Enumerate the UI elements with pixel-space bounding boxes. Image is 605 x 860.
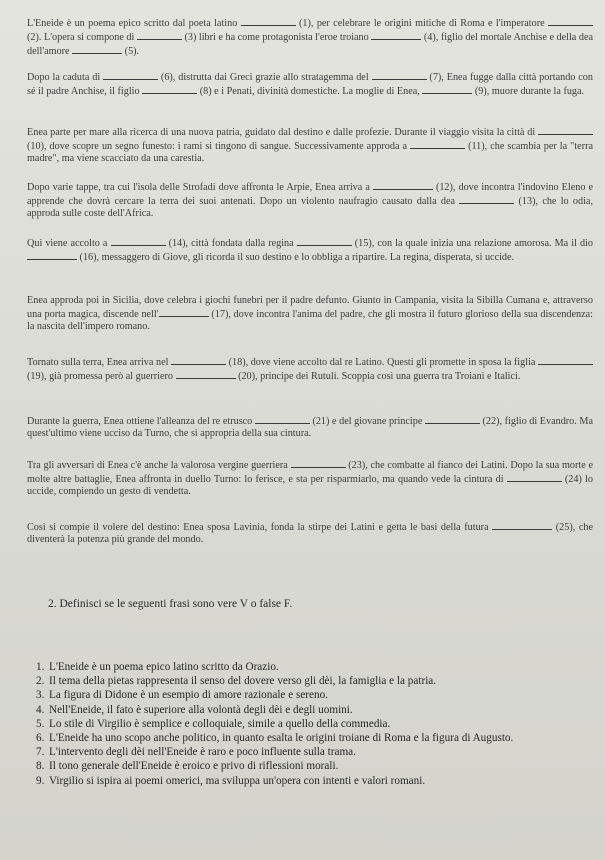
text-segment: Qui viene accolto a [27, 238, 111, 249]
list-item [36, 731, 596, 745]
text-segment: (17), dove incontra l'anima del padre, che gli mostra il futuro glorioso della sua discendenza: la nascita dell'impero romano. [27, 308, 593, 332]
answer-blank-21[interactable] [255, 414, 310, 424]
answer-blank-25[interactable] [492, 520, 552, 530]
text-segment: (2). L'opera si compone di [27, 31, 137, 43]
list-item [36, 745, 596, 759]
text-segment: (24) lo uccide, compiendo un gesto di vendetta. [27, 473, 593, 497]
paragraph-8 [27, 414, 593, 440]
answer-blank-2[interactable] [548, 16, 593, 26]
item-number: 4. [36, 703, 45, 716]
text-segment: (11), che scambia per la "terra madre", ma viene scacciato da una carestia. [27, 140, 593, 164]
item-number: 2. [36, 675, 45, 688]
text-segment: (22), figlio di Evandro. Ma quest'ultimo viene ucciso da Turno, che si appropria della sua cintura. [27, 416, 593, 439]
answer-blank-7[interactable] [372, 70, 427, 80]
list-item [36, 717, 596, 731]
list-item [36, 703, 596, 717]
paragraph-10 [27, 520, 593, 546]
text-segment: (12), dove incontra l'indovino Eleno e apprende che dovrà cercare la terra dei suoi antenati. Dopo un violento naufragio causato dalla dea [27, 182, 593, 207]
text-segment: (23), che combatte al fianco dei Latini. Dopo la sua morte e molte altre battaglie, Enea affronta in duello Turno: lo ferisce, e sta per risparmiarlo, ma quando vede la cintura di [27, 460, 593, 485]
paragraph-6 [27, 295, 593, 332]
text-segment: (18), dove viene accolto dal re Latino. Questi gli promette in sposa la figlia [226, 357, 538, 368]
text-segment: Enea approda poi in Sicilia, dove celebra i giochi funebri per il padre defunto. Giunto in Campania, visita la Sibilla Cumana e, attraverso una porta magica, discende nell' [27, 295, 593, 320]
text-segment: Dopo varie tappe, tra cui l'isola delle Strofadi dove affronta le Arpie, Enea arriva a [27, 182, 373, 193]
list-item [36, 674, 596, 688]
true-false-list [36, 660, 596, 788]
list-item [36, 688, 596, 702]
answer-blank-10[interactable] [538, 125, 593, 135]
list-item [36, 759, 596, 773]
text-segment: Durante la guerra, Enea ottiene l'alleanza del re etrusco [27, 416, 255, 427]
item-text: L'Eneide è un poema epico latino scritto da Orazio. [49, 661, 279, 673]
answer-blank-20[interactable] [176, 369, 236, 379]
text-segment: (19), già promessa però al guerriero [27, 370, 176, 382]
item-number: 3. [36, 689, 45, 702]
text-segment: Enea parte per mare alla ricerca di una nuova patria, guidato dal destino e dalle profezie. Durante il viaggio visita la città di [27, 127, 538, 138]
item-text: Il tono generale dell'Eneide è eroico e privo di riflessioni morali. [49, 760, 339, 773]
item-number: 5. [36, 717, 45, 730]
paragraph-4 [27, 180, 593, 219]
paragraph-7 [27, 355, 593, 383]
text-segment: (3) libri e ha come protagonista l'eroe troiano [181, 31, 372, 43]
text-segment: (25), che diventerà la potenza più grande del mondo. [27, 522, 593, 545]
answer-blank-19[interactable] [538, 355, 593, 365]
item-text: Lo stile di Virgilio è semplice e colloquiale, simile a quello della commedia. [49, 717, 391, 730]
answer-blank-14[interactable] [111, 236, 166, 246]
text-segment: (20), principe dei Rutuli. Scoppia così una guerra tra Troiani e Italici. [235, 370, 521, 382]
item-number: 6. [36, 732, 45, 745]
paragraph-5 [27, 236, 593, 264]
paragraph-1 [27, 16, 593, 57]
text-segment: (8) e i Penati, divinità domestiche. La moglie di Enea, [197, 85, 423, 97]
answer-blank-1[interactable] [241, 16, 296, 26]
item-text: Nell'Eneide, il fato è superiore alla volontà degli dèi e degli uomini. [49, 703, 353, 716]
text-segment: (5). [122, 45, 140, 57]
list-item [36, 660, 596, 674]
item-number: 7. [36, 746, 45, 759]
answer-blank-13[interactable] [459, 194, 514, 204]
item-text: La figura di Didone è un esempio di amore razionale e sereno. [49, 689, 328, 702]
item-number: 9. [36, 774, 45, 787]
text-segment: L'Eneide è un poema epico scritto dal poeta latino [27, 18, 241, 29]
answer-blank-24[interactable] [507, 472, 562, 482]
answer-blank-23[interactable] [291, 458, 346, 468]
answer-blank-3[interactable] [137, 30, 182, 40]
answer-blank-4[interactable] [371, 30, 421, 40]
text-segment: (9), muore durante la fuga. [472, 85, 585, 97]
list-item [36, 774, 596, 788]
item-text: L'Eneide ha uno scopo anche politico, in quanto esalta le origini troiane di Roma e la figura di Augusto. [49, 732, 514, 745]
answer-blank-16[interactable] [27, 250, 77, 260]
answer-blank-17[interactable] [159, 307, 209, 317]
text-segment: (7), Enea fugge dalla città portando con sé il padre Anchise, il figlio [27, 72, 593, 97]
text-segment: (16), messaggero di Giove, gli ricorda il suo destino e lo obbliga a ripartire. La regina, disperata, si uccide. [77, 251, 515, 263]
answer-blank-11[interactable] [410, 139, 465, 149]
text-segment: (15), con la quale inizia una relazione amorosa. Ma il dio [351, 238, 593, 249]
answer-blank-9[interactable] [422, 84, 472, 94]
text-segment: Tornato sulla terra, Enea arriva nel [27, 357, 172, 368]
text-segment: (13), che lo odia, approda sulle coste dell'Africa. [27, 195, 593, 219]
answer-blank-12[interactable] [373, 180, 433, 190]
text-segment: Dopo la caduta di [27, 72, 104, 83]
text-segment: (10), dove scopre un segno funesto: i rami si tingono di sangue. Successivamente approda a [27, 140, 411, 152]
answer-blank-18[interactable] [171, 355, 226, 365]
item-number: 8. [36, 760, 45, 773]
text-segment: Tra gli avversari di Enea c'è anche la valorosa vergine guerriera [27, 460, 291, 471]
answer-blank-22[interactable] [425, 414, 480, 424]
paragraph-9 [27, 458, 593, 497]
text-segment: (6), distrutta dai Greci grazie allo stratagemma del [158, 72, 372, 83]
text-segment: (1), per celebrare le origini mitiche di Roma e l'imperatore [295, 18, 548, 29]
answer-blank-15[interactable] [297, 236, 352, 246]
answer-blank-8[interactable] [142, 84, 197, 94]
answer-blank-6[interactable] [103, 70, 158, 80]
item-text: Virgilio si ispira ai poemi omerici, ma sviluppa un'opera con intenti e valori romani. [49, 774, 426, 787]
text-segment: (4), figlio del mortale Anchise e della dea dell'amore [27, 31, 594, 57]
text-segment: (14), città fondata dalla regina [165, 238, 297, 249]
paragraph-2 [27, 70, 593, 98]
exercise-title: 2. Definisci se le seguenti frasi sono vere V o false F. [48, 598, 293, 610]
text-segment: (21) e del giovane principe [309, 416, 425, 427]
item-number: 1. [36, 661, 45, 673]
item-text: L'intervento degli dèi nell'Eneide è raro e poco influente sulla trama. [49, 746, 356, 759]
item-text: Il tema della pietas rappresenta il senso del dovere verso gli dèi, la famiglia e la patria. [49, 675, 437, 688]
paragraph-3 [27, 125, 593, 164]
text-segment: Così si compie il volere del destino: Enea sposa Lavinia, fonda la stirpe dei Latini e getta le basi della futura [27, 522, 493, 533]
answer-blank-5[interactable] [72, 44, 122, 54]
